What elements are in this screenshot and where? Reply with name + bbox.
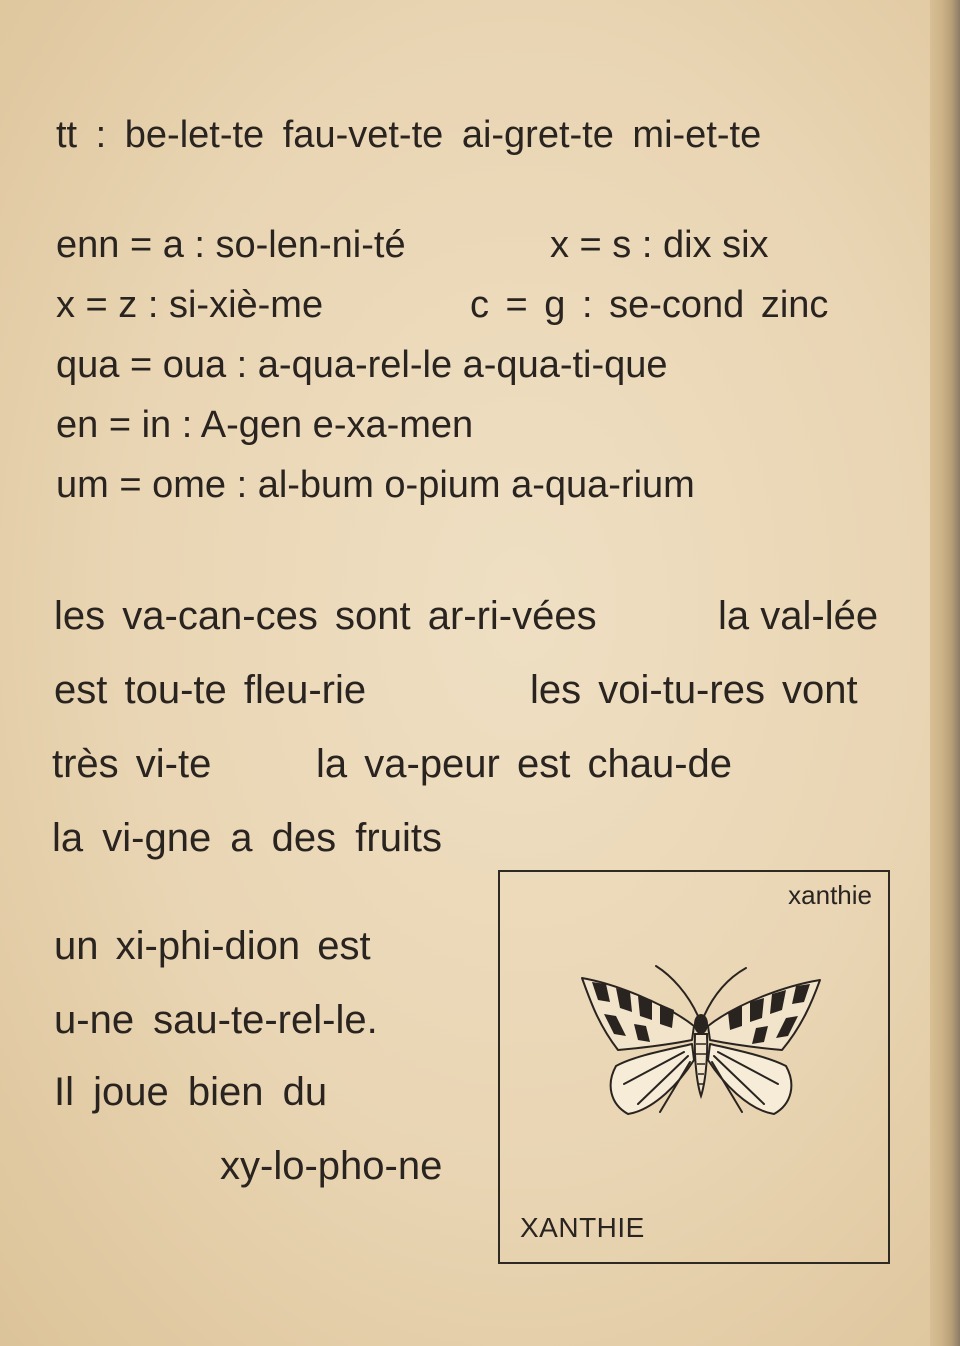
illustration-frame	[498, 870, 890, 1264]
reading-line-3: très vi-te	[52, 742, 212, 786]
rule-x-s: x = s : dix six	[550, 224, 769, 266]
poem-line-3: Il joue bien du	[54, 1070, 328, 1114]
page-edge	[930, 0, 960, 1346]
reading-line-3b: la va-peur est chau-de	[316, 742, 733, 786]
illustration-label-caps: XANTHIE	[520, 1212, 645, 1243]
reading-line-4: la vi-gne a des fruits	[52, 816, 442, 860]
reading-line-1b: la val-lée	[718, 594, 879, 638]
reading-line-2b: les voi-tu-res vont	[530, 668, 858, 712]
reading-line-2: est tou-te fleu-rie	[54, 668, 367, 712]
rule-qua: qua = oua : a-qua-rel-le a-qua-ti-que	[56, 344, 668, 386]
poem-line-2: u-ne sau-te-rel-le.	[54, 998, 378, 1042]
illustration-label-small: xanthie	[788, 880, 872, 910]
rule-c-g: c = g : se-cond zinc	[470, 284, 829, 326]
reading-line-1: les va-can-ces sont ar-ri-vées	[54, 594, 597, 638]
rule-en-in: en = in : A-gen e-xa-men	[56, 404, 474, 446]
poem-line-1: un xi-phi-dion est	[54, 924, 371, 968]
poem-line-4: xy-lo-pho-ne	[220, 1144, 443, 1188]
moth-icon	[576, 964, 826, 1144]
rule-x-z: x = z : si-xiè-me	[56, 284, 324, 326]
rule-tt: tt : be-let-te fau-vet-te ai-gret-te mi-et-te	[56, 114, 762, 156]
rule-enn: enn = a : so-len-ni-té	[56, 224, 406, 266]
rule-um: um = ome : al-bum o-pium a-qua-rium	[56, 464, 695, 506]
